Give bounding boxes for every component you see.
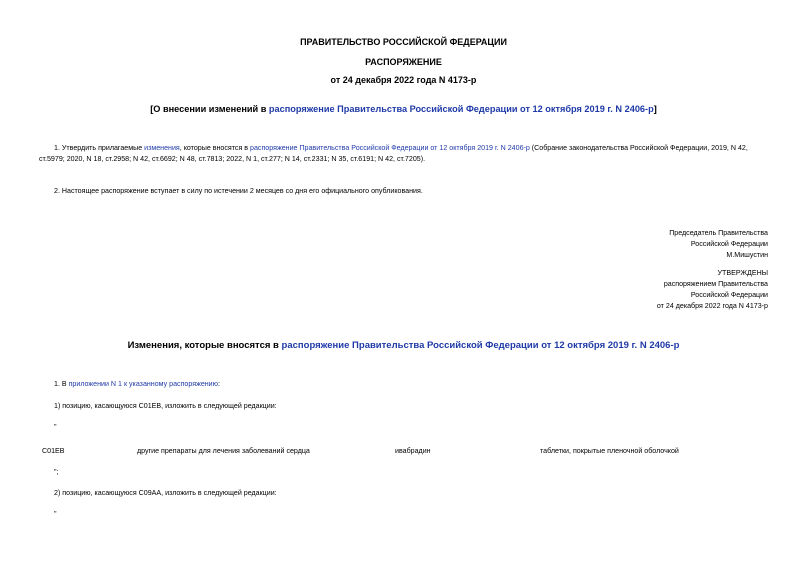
quote-open-1: " [54, 423, 57, 431]
changes-title-link[interactable]: распоряжение Правительства Российской Федерации от 12 октября 2019 г. N 2406-р [281, 340, 680, 351]
paragraph-1-text-a: 1. Утвердить прилагаемые [54, 144, 145, 152]
quote-open-2: " [54, 510, 57, 518]
cell-code: C01EB [42, 447, 65, 455]
approved-federation: Российской Федерации [690, 291, 768, 299]
title-prefix: [О внесении изменений в [150, 104, 269, 114]
approved-block [468, 268, 768, 312]
cell-group: другие препараты для лечения заболеваний сердца [137, 447, 310, 455]
appendix-link[interactable]: приложении N 1 к указанному распоряжению [68, 380, 218, 388]
document-type: РАСПОРЯЖЕНИЕ [365, 57, 442, 67]
approved-heading: УТВЕРЖДЕНЫ [717, 269, 768, 277]
document-title [0, 104, 807, 114]
paragraph-1-text-c: (Собрание законодательства Российской Федерации, 2019, N 42, ст.5979; 2020, N 18, ст.2958; N 42, ст.6692; N 48, ст.7813; 2022, N 1, ст.277; N 14, ст.2331; N 35, ст.6191; N 42, ст.7205). [39, 144, 748, 163]
title-link[interactable]: распоряжение Правительства Российской Федерации от 12 октября 2019 г. N 2406-р [268, 104, 654, 114]
decree-link[interactable]: распоряжение Правительства Российской Федерации от 12 октября 2019 г. N 2406-р [250, 144, 530, 152]
quote-close-1: "; [54, 468, 59, 476]
sub-item-1: 1) позицию, касающуюся C01EB, изложить в следующей редакции: [54, 402, 277, 410]
government-heading: ПРАВИТЕЛЬСТВО РОССИЙСКОЙ ФЕДЕРАЦИИ [300, 37, 507, 47]
signature-name: М.Мишустин [726, 251, 768, 259]
signature-title: Председатель Правительства [669, 229, 768, 237]
item-1-text-a: 1. В [54, 380, 69, 388]
sub-item-2: 2) позицию, касающуюся C09AA, изложить в следующей редакции: [54, 489, 277, 497]
changes-title-prefix: Изменения, которые вносятся в [127, 340, 282, 351]
changes-title [0, 340, 807, 351]
title-suffix: ] [653, 104, 657, 114]
document-date-number: от 24 декабря 2022 года N 4173-р [330, 75, 477, 85]
approved-by: распоряжением Правительства [663, 280, 768, 288]
approved-date: от 24 декабря 2022 года N 4173-р [656, 302, 768, 310]
changes-link[interactable]: изменения [144, 144, 180, 152]
paragraph-1-text-b: , которые вносятся в [179, 144, 251, 152]
item-1-text-b: : [217, 380, 220, 388]
paragraph-1 [39, 143, 769, 165]
signature-block [468, 228, 768, 261]
cell-drug: ивабрадин [395, 447, 431, 455]
item-1 [39, 379, 769, 390]
cell-form: таблетки, покрытые пленочной оболочкой [540, 447, 679, 455]
paragraph-2: 2. Настоящее распоряжение вступает в силу по истечении 2 месяцев со дня его официального опубликования. [54, 187, 423, 195]
signature-federation: Российской Федерации [690, 240, 768, 248]
